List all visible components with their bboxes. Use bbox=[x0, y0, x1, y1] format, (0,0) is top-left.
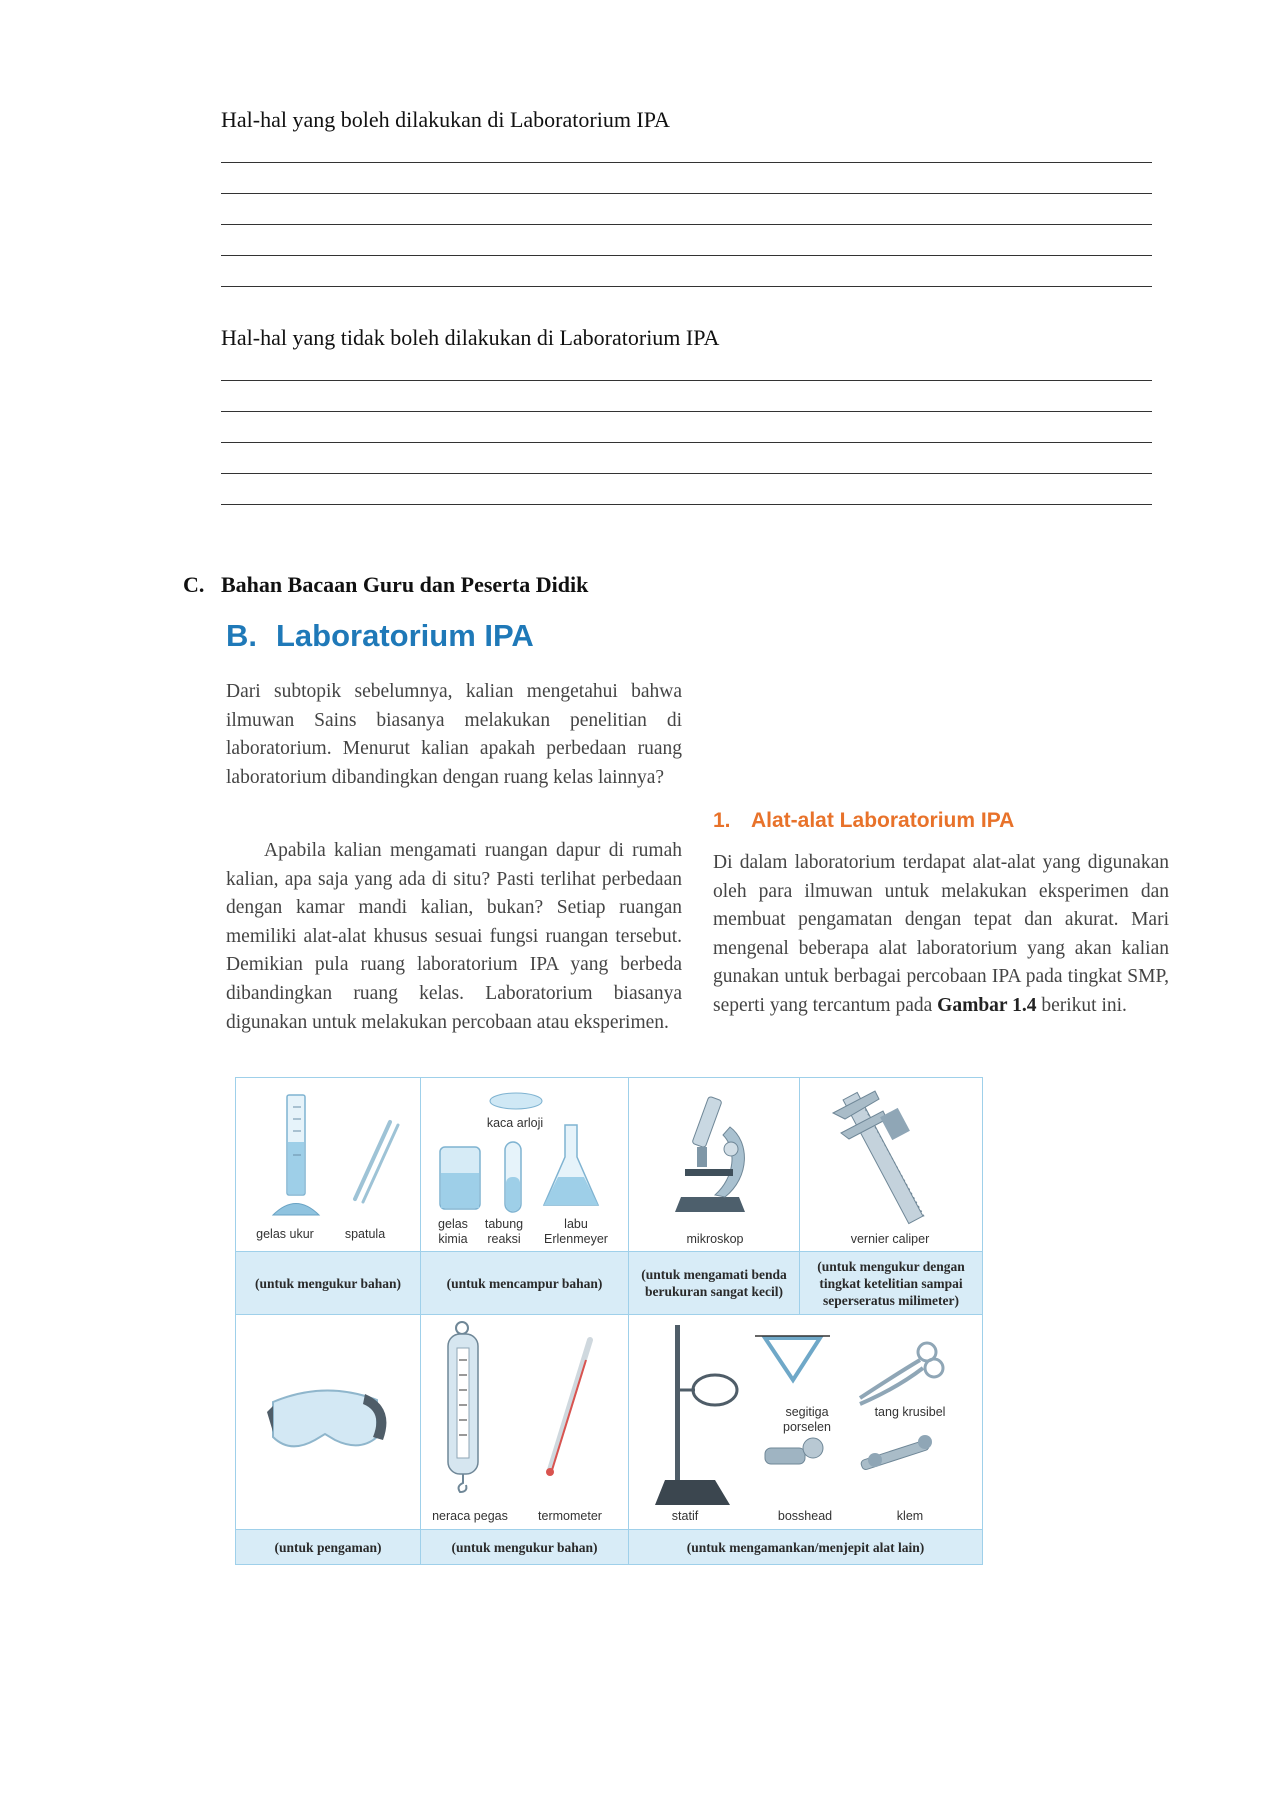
microscope-illustration bbox=[655, 1087, 775, 1227]
caption-clamps: (untuk mengamankan/menjepit alat lain) bbox=[628, 1529, 983, 1565]
answer-line[interactable] bbox=[221, 473, 1152, 474]
lab-equipment-figure bbox=[235, 1077, 983, 1565]
answer-line[interactable] bbox=[221, 162, 1152, 163]
not-allowed-heading: Hal-hal yang tidak boleh dilakukan di Laboratorium IPA bbox=[221, 325, 720, 350]
label-tabung-reaksi-line1: tabung bbox=[484, 1217, 524, 1231]
label-tang-krusibel: tang krusibel bbox=[874, 1405, 946, 1419]
caption-safety: (untuk pengaman) bbox=[235, 1529, 421, 1565]
paragraph-3 bbox=[713, 849, 1169, 1021]
caption-measuring: (untuk mengukur bahan) bbox=[235, 1251, 421, 1315]
label-labu-erlenmeyer bbox=[535, 1217, 617, 1247]
answer-line[interactable] bbox=[221, 224, 1152, 225]
glassware-illustration bbox=[430, 1087, 620, 1222]
answer-line[interactable] bbox=[221, 255, 1152, 256]
answer-line[interactable] bbox=[221, 193, 1152, 194]
section-c-heading bbox=[183, 572, 588, 598]
label-spatula: spatula bbox=[344, 1227, 386, 1241]
measuring-cylinder-spatula-illustration bbox=[255, 1087, 405, 1227]
allowed-heading: Hal-hal yang boleh dilakukan di Laboratorium IPA bbox=[221, 107, 670, 132]
subsection-number: 1. bbox=[713, 809, 731, 832]
book-section-title bbox=[226, 618, 534, 654]
caption-scale: (untuk mengukur bahan) bbox=[420, 1529, 629, 1565]
label-termometer: termometer bbox=[538, 1509, 602, 1523]
label-bosshead: bosshead bbox=[777, 1509, 833, 1523]
label-vernier-caliper: vernier caliper bbox=[850, 1232, 930, 1246]
answer-line[interactable] bbox=[221, 411, 1152, 412]
safety-goggles-illustration bbox=[265, 1382, 395, 1472]
label-gelas-kimia-line2: kimia bbox=[438, 1232, 468, 1246]
subsection-name: Alat-alat Laboratorium IPA bbox=[751, 809, 1015, 832]
label-labu-line1: labu bbox=[564, 1217, 588, 1231]
paragraph-2: Apabila kalian mengamati ruangan dapur di rumah kalian, apa saja yang ada di situ? Pasti terlihat perbedaan dengan kamar mandi kalian, bukan? Setiap ruangan memiliki alat-alat khusus sesuai fungsi ruangan tersebut. Demikian pula ruang laboratorium IPA yang berbeda dibandingkan ruang kelas. Laboratorium biasanya digunakan untuk melakukan percobaan atau eksperimen. bbox=[226, 840, 682, 1033]
caption-microscope: (untuk mengamati benda berukuran sangat kecil) bbox=[628, 1251, 800, 1315]
label-segitiga-line2: porselen bbox=[783, 1420, 831, 1434]
answer-line[interactable] bbox=[221, 380, 1152, 381]
answer-line[interactable] bbox=[221, 504, 1152, 505]
label-tabung-reaksi-line2: reaksi bbox=[487, 1232, 521, 1246]
answer-line[interactable] bbox=[221, 442, 1152, 443]
section-number: C. bbox=[183, 572, 205, 597]
book-section-name: Laboratorium IPA bbox=[276, 618, 534, 653]
label-mikroskop: mikroskop bbox=[686, 1232, 744, 1246]
caption-vernier: (untuk mengukur dengan tingkat ketelitian sampai seperseratus milimeter) bbox=[799, 1251, 983, 1315]
answer-line[interactable] bbox=[221, 286, 1152, 287]
paragraph-3-end: berikut ini. bbox=[1036, 994, 1127, 1016]
vernier-caliper-illustration bbox=[815, 1083, 965, 1233]
figure-reference: Gambar 1.4 bbox=[937, 994, 1037, 1016]
label-segitiga-porselen bbox=[772, 1405, 842, 1435]
label-kaca-arloji: kaca arloji bbox=[486, 1116, 544, 1130]
subsection-title bbox=[713, 809, 1014, 833]
book-section-letter: B. bbox=[226, 618, 257, 653]
label-labu-line2: Erlenmeyer bbox=[544, 1232, 608, 1246]
paragraph-1: Dari subtopik sebelumnya, kalian mengetahui bahwa ilmuwan Sains biasanya melakukan penelitian di laboratorium. Menurut kalian apakah perbedaan ruang laboratorium dibandingkan dengan ruang kelas lainnya? bbox=[226, 681, 682, 788]
label-statif: statif bbox=[671, 1509, 699, 1523]
paragraph-3-text: Di dalam laboratorium terdapat alat-alat yang digunakan oleh para ilmuwan untuk melakukan eksperimen dan membuat pengamatan dengan tepat dan akurat. Mari mengenal beberapa alat laboratorium yang akan kalian gunakan untuk berbagai percobaan IPA pada tingkat SMP, seperti yang tercantum pada bbox=[713, 852, 1169, 1016]
label-gelas-kimia-line1: gelas bbox=[438, 1217, 468, 1231]
label-segitiga-line1: segitiga bbox=[785, 1405, 829, 1419]
label-tabung-reaksi bbox=[479, 1217, 529, 1247]
spring-scale-thermometer-illustration bbox=[440, 1320, 620, 1495]
label-gelas-ukur: gelas ukur bbox=[256, 1227, 314, 1241]
caption-mixing: (untuk mencampur bahan) bbox=[420, 1251, 629, 1315]
label-neraca-pegas: neraca pegas bbox=[432, 1509, 508, 1523]
label-klem: klem bbox=[896, 1509, 924, 1523]
label-gelas-kimia bbox=[431, 1217, 475, 1247]
section-title: Bahan Bacaan Guru dan Peserta Didik bbox=[221, 572, 589, 597]
